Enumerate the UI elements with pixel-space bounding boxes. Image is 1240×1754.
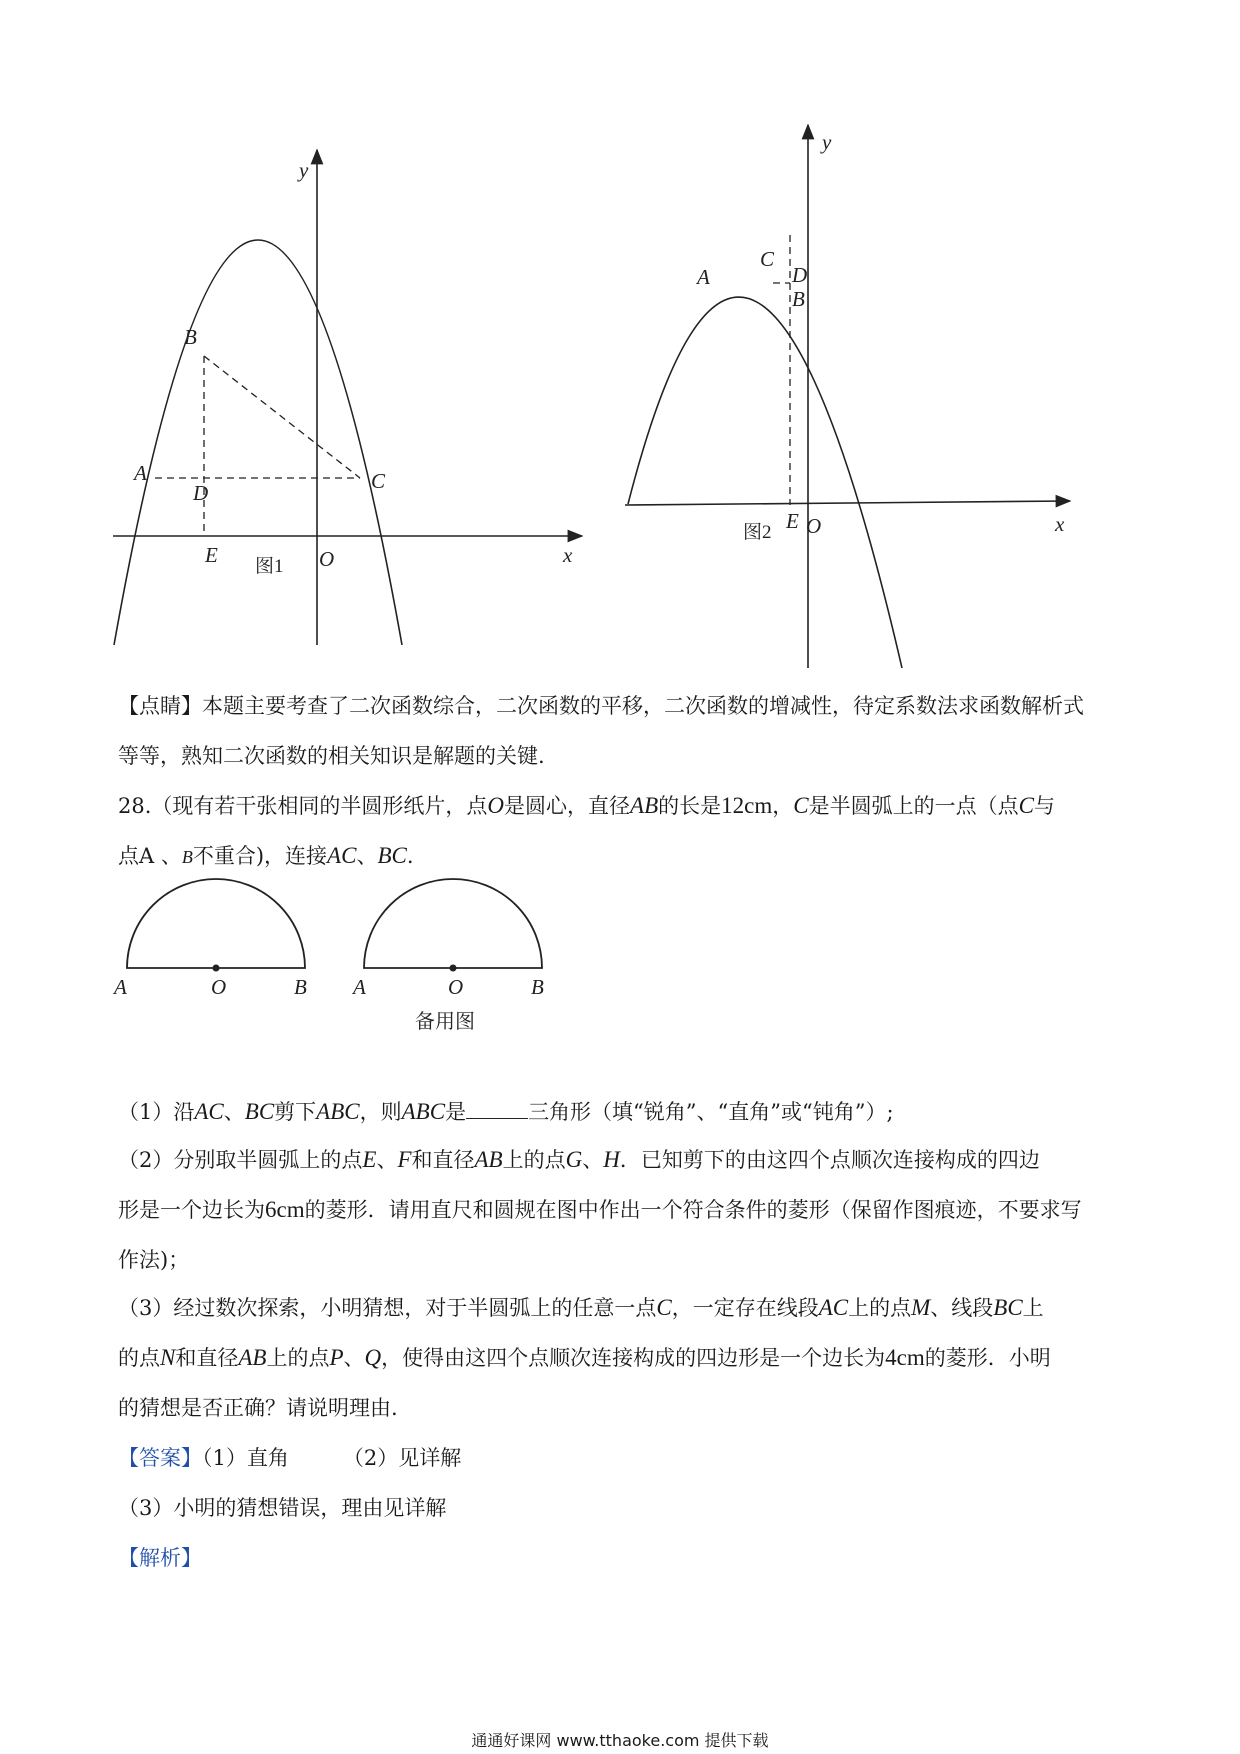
fig1-caption: 图1 <box>255 556 284 577</box>
q28-part2-line3: 作法)； <box>118 1248 190 1272</box>
fig1-point-B: B <box>184 325 197 349</box>
fig2-dashed-lines <box>773 235 790 505</box>
dianjing-tag: 【点睛】 <box>118 694 202 718</box>
semi-right-B: B <box>531 975 544 999</box>
q28-part3-line3: 的猜想是否正确？请说明理由. <box>118 1396 398 1420</box>
fig2-caption: 图2 <box>743 522 772 543</box>
semi-left-O: O <box>211 975 227 999</box>
answer-tag: 【答案】 <box>118 1446 202 1470</box>
fig1-point-C: C <box>371 469 386 493</box>
fig2-point-O: O <box>806 514 822 538</box>
semicircle-left-center <box>213 965 220 972</box>
fig1-point-D: D <box>193 481 209 505</box>
fig2-point-E: E <box>786 509 799 533</box>
q28-part2-line2: 形是一个边长为6cm的菱形．请用直尺和圆规在图中作出一个符合条件的菱形（保留作图痕迹，不要求写 <box>118 1197 1082 1222</box>
semicircle-right-center <box>450 965 457 972</box>
semi-right-O: O <box>448 975 464 999</box>
fig1-point-O: O <box>319 547 335 571</box>
q28-line-1: 28.（现有若干张相同的半圆形纸片，点O是圆心，直径AB的长是12cm，C是半圆弧上的一点（点C与 <box>118 793 1055 818</box>
page-footer: 通通好课网 www.tthaoke.com 提供下载 <box>471 1731 769 1750</box>
fig2-x-axis <box>625 501 1070 505</box>
semi-right-A: A <box>353 975 366 999</box>
semicircle-left <box>127 879 305 968</box>
semicircle-right <box>364 879 542 968</box>
dianjing-line-1: 【点睛】本题主要考查了二次函数综合，二次函数的平移，二次函数的增减性，待定系数法求函数解析式 <box>118 694 1084 718</box>
answer-line-2: （3）小明的猜想错误，理由见详解 <box>118 1496 447 1520</box>
fig1-parabola <box>114 240 402 645</box>
q28-part2-line1: （2）分别取半圆弧上的点E、F和直径AB上的点G、H．已知剪下的由这四个点顺次连接构成的四边 <box>118 1147 1040 1172</box>
answer-blank <box>466 1100 528 1119</box>
fig2-y-label: y <box>822 130 832 154</box>
fig2-point-D: D <box>792 263 808 287</box>
q28-part3-line1: （3）经过数次探索，小明猜想，对于半圆弧上的任意一点C，一定存在线段AC上的点M、线段BC上 <box>118 1295 1044 1320</box>
fig2-point-B: B <box>792 287 805 311</box>
fig2-point-A: A <box>697 265 710 289</box>
semi-left-B: B <box>294 975 307 999</box>
semicircles-caption: 备用图 <box>415 1011 475 1033</box>
analysis-tag: 【解析】 <box>118 1546 202 1570</box>
fig1-y-label: y <box>299 158 309 182</box>
answer-line-1: 【答案】（1）直角 （2）见详解 <box>118 1446 462 1470</box>
fig1-point-A: A <box>134 461 147 485</box>
fig1-x-label: x <box>563 543 573 567</box>
figure-2 <box>625 125 1070 668</box>
fig1-point-E: E <box>205 543 218 567</box>
semi-left-A: A <box>114 975 127 999</box>
fig2-point-C: C <box>760 247 775 271</box>
dianjing-line-2: 等等，熟知二次函数的相关知识是解题的关键. <box>118 744 545 768</box>
q28-part1: （1）沿AC、BC剪下ABC，则ABC是 三角形（填“锐角”、“直角”或“钝角”）; <box>118 1099 894 1124</box>
fig2-x-label: x <box>1055 512 1065 536</box>
figure-1 <box>113 150 582 645</box>
q28-line-2: 点A 、B不重合)，连接AC、BC. <box>118 843 414 868</box>
q28-part3-line2: 的点N和直径AB上的点P、Q，使得由这四个点顺次连接构成的四边形是一个边长为4cm的菱形．小明 <box>118 1345 1051 1370</box>
fig2-parabola <box>628 297 902 668</box>
fig1-dashed-lines <box>155 356 360 536</box>
